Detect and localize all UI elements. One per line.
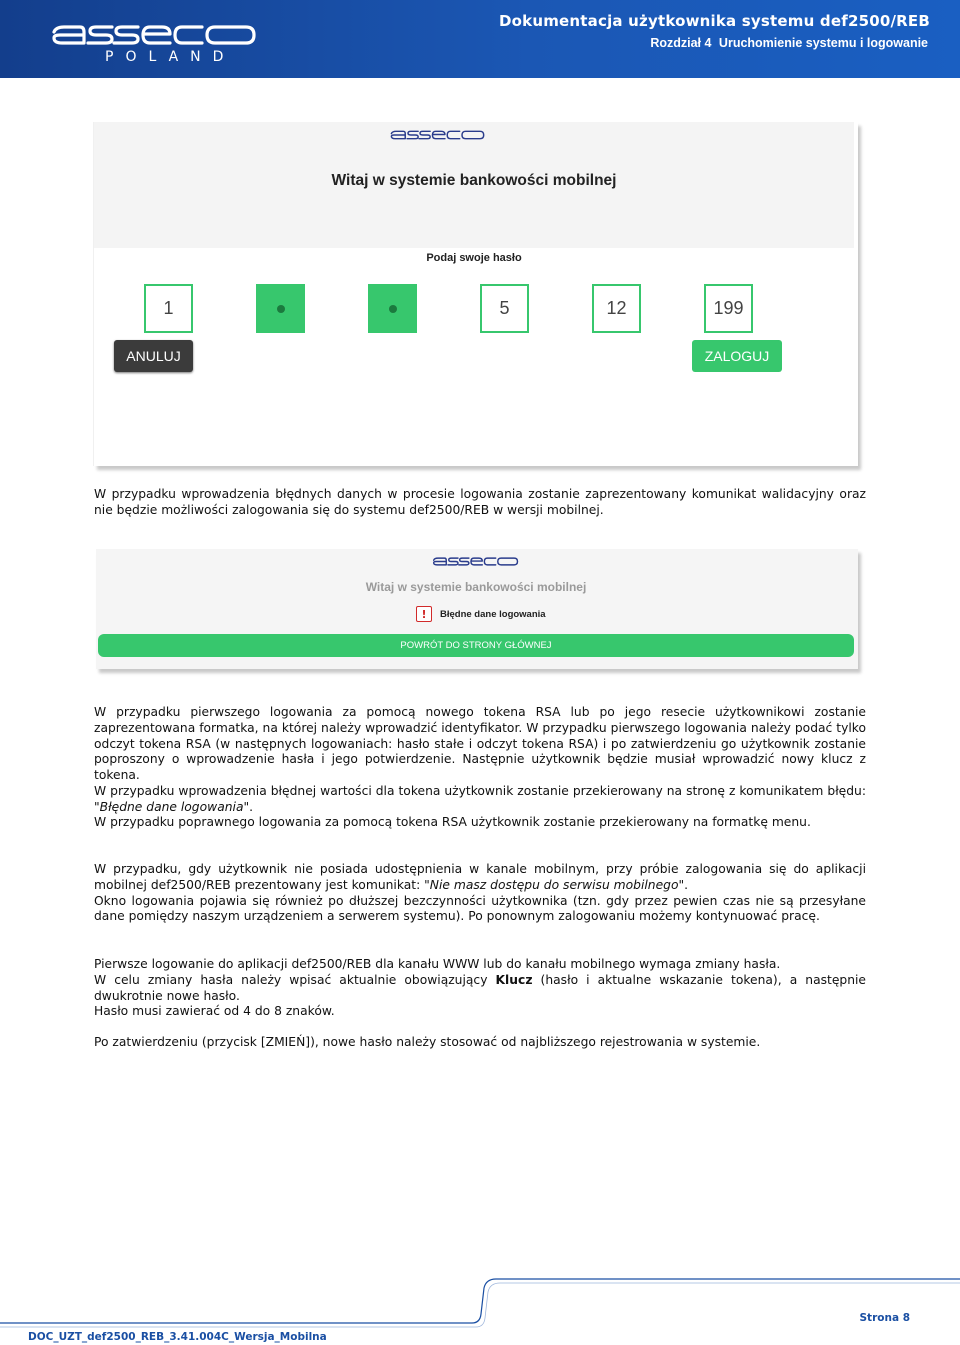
page-number: Strona 8 bbox=[859, 1312, 910, 1324]
document-title: Dokumentacja użytkownika systemu def2500/REB bbox=[499, 12, 930, 30]
inactivity-text: Okno logowania pojawia się również po dłuższej bezczynności użytkownika (tzn. gdy przez pewien czas nie są przesyłane dane pomiędzy naszym urządzeniem a serwerem systemu). Po ponownym zalogowaniu możemy kontynuować pracę. bbox=[94, 893, 866, 924]
pin-field-4[interactable]: 5 bbox=[480, 284, 529, 333]
login-button[interactable]: ZALOGUJ bbox=[692, 340, 782, 372]
paragraph-invalid-login: W przypadku wprowadzenia błędnych danych w procesie logowania zostanie zaprezentowany komunikat walidacyjny oraz nie będzie możliwości zalogowania się do systemu def2500/REB w wersji mobilnej. bbox=[94, 487, 866, 517]
logo-subtitle: POLAND bbox=[105, 49, 236, 65]
login-screenshot bbox=[94, 122, 858, 466]
pin-field-6[interactable]: 199 bbox=[704, 284, 753, 333]
masked-dot-icon bbox=[277, 305, 285, 313]
paragraph-rsa-token bbox=[94, 705, 866, 831]
rsa-success-text: W przypadku poprawnego logowania za pomocą tokena RSA użytkownik zostanie przekierowany na formatkę menu. bbox=[94, 815, 811, 830]
change-procedure-text: W celu zmiany hasła należy wpisać aktualnie obowiązujący Klucz (hasło i aktualne wskazanie tokena), a następnie dwukrotnie nowe hasło. bbox=[94, 972, 866, 1003]
welcome-heading: Witaj w systemie bankowości mobilnej bbox=[365, 580, 587, 594]
pin-field-2[interactable] bbox=[256, 284, 305, 333]
asseco-logo-icon bbox=[432, 556, 520, 567]
pin-field-3[interactable] bbox=[368, 284, 417, 333]
page-header bbox=[0, 0, 960, 78]
rsa-first-login-text: W przypadku pierwszego logowania za pomocą nowego tokena RSA lub po jego resecie użytkownikowi zostanie zaprezentowana formatka, na której należy wprowadzić identyfikator. W przypadku pierwszego logowania należy podać tylko odczyt tokena RSA (w następnych logowaniach: hasło stałe i odczyt tokena RSA) i po zatwierdzeniu go użytkownik zostanie poproszony o wprowadzenie hasła i jego potwierdzenie. Następnie użytkownik będzie musiał wprowadzić nowy klucz z tokena. bbox=[94, 705, 866, 782]
error-screenshot bbox=[96, 549, 858, 669]
first-login-change-text: Pierwsze logowanie do aplikacji def2500/REB dla kanału WWW lub do kanału mobilnego wymaga zmiany hasła. bbox=[94, 957, 781, 971]
warning-icon: ! bbox=[416, 606, 432, 622]
error-text: Błędne dane logowania bbox=[440, 608, 546, 620]
paragraph-password-change bbox=[94, 957, 866, 1020]
asseco-logo bbox=[50, 22, 260, 70]
paragraph-no-access bbox=[94, 862, 866, 925]
pin-field-1[interactable]: 1 bbox=[144, 284, 193, 333]
document-id: DOC_UZT_def2500_REB_3.41.004C_Wersja_Mobilna bbox=[28, 1331, 327, 1343]
cancel-button[interactable]: ANULUJ bbox=[114, 340, 193, 372]
asseco-wordmark-icon bbox=[50, 22, 260, 48]
password-length-text: Hasło musi zawierać od 4 do 8 znaków. bbox=[94, 1004, 335, 1019]
pin-field-5[interactable]: 12 bbox=[592, 284, 641, 333]
chapter-heading bbox=[646, 36, 928, 50]
welcome-heading: Witaj w systemie bankowości mobilnej bbox=[331, 172, 617, 189]
asseco-logo-icon bbox=[383, 129, 493, 141]
error-message bbox=[416, 605, 546, 623]
chapter-label: Rozdział 4 bbox=[650, 36, 712, 50]
paragraph-new-password: Po zatwierdzeniu (przycisk [ZMIEŃ]), nowe hasło należy stosować od najbliższego rejestrowania w systemie. bbox=[94, 1035, 761, 1049]
chapter-title: Uruchomienie systemu i logowanie bbox=[718, 36, 928, 50]
no-access-text: W przypadku, gdy użytkownik nie posiada udostępnienia w kanale mobilnym, przy próbie zalogowania się do aplikacji mobilnej def2500/REB prezentowany jest komunikat: "Nie masz dostępu do serwisu mobilnego". bbox=[94, 862, 866, 892]
masked-dot-icon bbox=[389, 305, 397, 313]
rsa-error-text: W przypadku wprowadzenia błędnej wartości dla tokena użytkownik zostanie przekierowany na stronę z komunikatem błędu: "Błędne dane logowania". bbox=[94, 783, 866, 814]
password-prompt: Podaj swoje hasło bbox=[426, 252, 522, 264]
back-to-home-button[interactable]: POWRÓT DO STRONY GŁÓWNEJ bbox=[98, 634, 854, 657]
